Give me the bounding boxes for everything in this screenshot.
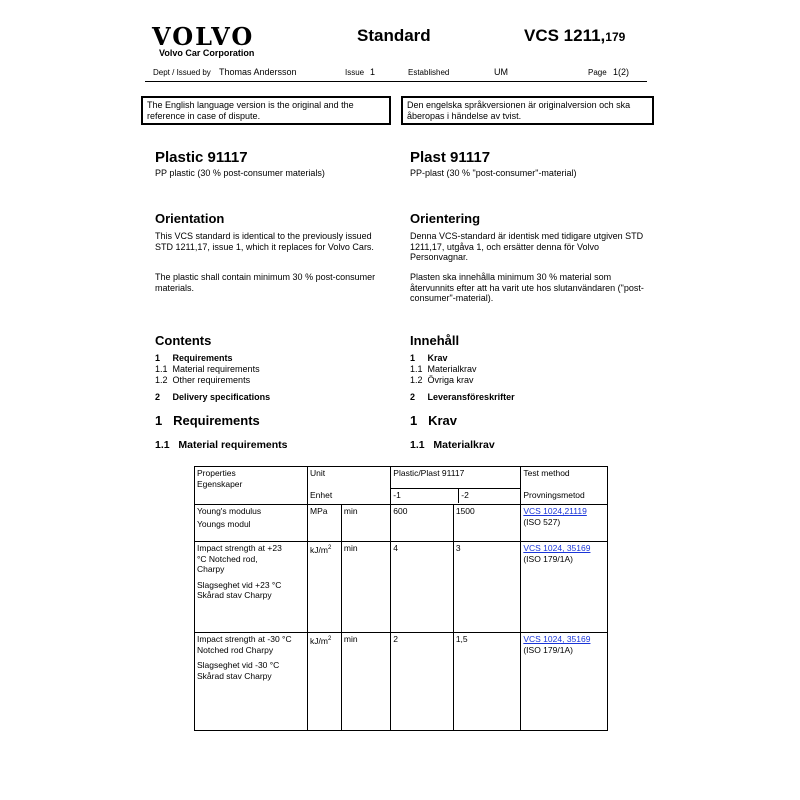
orientation-heading-sv: Orientering: [410, 211, 481, 226]
test-method-link[interactable]: VCS 1024, 35169: [523, 543, 591, 553]
title-en: Plastic 91117: [155, 149, 248, 166]
contents-heading-sv: Innehåll: [410, 333, 460, 348]
toc-num: 1.1: [410, 364, 423, 374]
cell-value-2: 1500: [453, 505, 521, 542]
cell-unit: [308, 542, 342, 633]
document-number-main: VCS 1211,: [524, 26, 606, 45]
table-row: [195, 542, 608, 633]
header-variant-1: -1: [391, 489, 459, 503]
header-properties-sv: Egenskaper: [197, 478, 243, 489]
cell-property: [195, 633, 308, 731]
page-label: Page: [588, 68, 607, 77]
test-method-link[interactable]: VCS 1024,21119: [523, 506, 587, 516]
cell-property: [195, 505, 308, 542]
toc-label: Material requirements: [172, 364, 260, 374]
test-method-ref: (ISO 179/1A): [523, 553, 573, 564]
table-header-row: [195, 467, 608, 505]
orientation-heading-en: Orientation: [155, 211, 225, 226]
toc-item-sv[interactable]: [410, 364, 477, 374]
section-num: 1: [155, 413, 163, 428]
material-properties-table: [194, 466, 608, 731]
toc-item-en[interactable]: [155, 364, 260, 374]
table-row: [195, 505, 608, 542]
corporation-name: Volvo Car Corporation: [159, 48, 255, 58]
subtitle-sv: PP-plast (30 % "post-consumer"-material): [410, 168, 577, 178]
property-en: Young's modulus: [197, 506, 262, 516]
volvo-logo: VOLVO: [152, 22, 255, 51]
property-en: Impact strength at -30 °C Notched rod Charpy: [197, 634, 292, 655]
subsection-num: 1.1: [155, 439, 170, 451]
issue-label: Issue: [345, 68, 365, 77]
toc-label: Delivery specifications: [172, 392, 271, 402]
cell-limit: min: [341, 633, 390, 731]
toc-num: 1.2: [410, 375, 423, 385]
header-unit-en: Unit: [310, 468, 326, 478]
cell-test-method: [521, 505, 608, 542]
toc-label: Requirements: [172, 353, 233, 363]
header-variant-2: -2: [461, 490, 469, 500]
page-value: 1(2): [613, 67, 630, 77]
unit-superscript: 2: [327, 636, 332, 642]
toc-num: 1.1: [155, 364, 168, 374]
orientation-p2-sv: Plasten ska innehålla minimum 30 % material som återvunnits efter att ha varit ute hos slutanvändaren ("post-consumer"-material).: [410, 272, 644, 303]
cell-limit: min: [341, 542, 390, 633]
section-title: Krav: [428, 413, 457, 428]
header-divider: [145, 81, 647, 82]
property-sv: Slagseghet vid +23 °C Skårad stav Charpy: [197, 579, 282, 600]
cell-value-1: 4: [391, 542, 454, 633]
subsection-num: 1.1: [410, 439, 425, 451]
contents-heading-en: Contents: [155, 333, 212, 348]
cell-unit: [308, 505, 342, 542]
cell-value-2: 3: [453, 542, 521, 633]
table-row: [195, 633, 608, 731]
header-plastic-label: Plastic/Plast 91117: [391, 467, 520, 489]
toc-num: 2: [410, 392, 416, 402]
toc-item-sv[interactable]: [410, 392, 515, 402]
test-method-link[interactable]: VCS 1024, 35169: [523, 634, 591, 644]
established-value: UM: [494, 67, 508, 77]
toc-item-en[interactable]: [155, 375, 250, 385]
orientation-p1-sv: Denna VCS-standard är identisk med tidigare utgiven STD 1211,17, utgåva 1, och ersätter denna för Volvo Personvagnar.: [410, 231, 644, 262]
toc-num: 1: [410, 353, 416, 363]
dept-value: Thomas Andersson: [219, 67, 297, 77]
unit-superscript: 2: [327, 545, 332, 551]
property-sv: Youngs modul: [197, 518, 251, 529]
toc-item-en[interactable]: [155, 353, 233, 363]
section-heading-sv: [410, 413, 457, 428]
orientation-p1-en: This VCS standard is identical to the previously issued STD 1211,17, issue 1, which it replaces for Volvo Cars.: [155, 231, 374, 252]
header-properties-en: Properties: [197, 468, 236, 478]
cell-value-1: 600: [391, 505, 454, 542]
notice-box-en: The English language version is the original and the reference in case of dispute.: [141, 96, 391, 125]
property-sv: Slagseghet vid -30 °C Skårad stav Charpy: [197, 660, 280, 681]
subsection-heading-en: [155, 439, 288, 451]
header-unit-sv: Enhet: [310, 489, 333, 500]
header-unit: [308, 467, 391, 505]
cell-test-method: [521, 542, 608, 633]
property-en: Impact strength at +23 °C Notched rod, Charpy: [197, 543, 282, 574]
toc-item-sv[interactable]: [410, 353, 448, 363]
toc-label: Leveransföreskrifter: [427, 392, 515, 402]
subsection-title: Materialkrav: [433, 439, 495, 451]
subtitle-en: PP plastic (30 % post-consumer materials): [155, 168, 325, 178]
header-properties: [195, 467, 308, 505]
document-number: [524, 26, 625, 46]
title-sv: Plast 91117: [410, 149, 491, 166]
toc-label: Other requirements: [172, 375, 251, 385]
document-number-sub: 179: [605, 30, 626, 44]
orientation-p2-en: The plastic shall contain minimum 30 % post-consumer materials.: [155, 272, 376, 293]
toc-label: Övriga krav: [427, 375, 474, 385]
cell-value-2: 1,5: [453, 633, 521, 731]
section-heading-en: [155, 413, 260, 428]
unit-value: kJ/m: [310, 635, 328, 646]
toc-item-en[interactable]: [155, 392, 270, 402]
test-method-ref: (ISO 179/1A): [523, 644, 573, 655]
unit-value: kJ/m: [310, 544, 328, 555]
header-test-method: [521, 467, 608, 505]
header-plastic: [391, 467, 521, 505]
established-label: Established: [408, 68, 450, 77]
cell-value-1: 2: [391, 633, 454, 731]
document-type: Standard: [357, 26, 431, 45]
toc-num: 1.2: [155, 375, 168, 385]
issue-value: 1: [370, 67, 376, 77]
toc-item-sv[interactable]: [410, 375, 474, 385]
toc-num: 1: [155, 353, 161, 363]
dept-label: Dept / Issued by: [153, 68, 211, 77]
section-title: Requirements: [173, 413, 260, 428]
header-test-en: Test method: [523, 468, 570, 478]
toc-label: Krav: [427, 353, 448, 363]
notice-box-sv: Den engelska språkversionen är originalversion och ska åberopas i händelse av tvist.: [401, 96, 654, 125]
test-method-ref: (ISO 527): [523, 516, 561, 527]
cell-unit: [308, 633, 342, 731]
header-test-sv: Provningsmetod: [523, 489, 585, 500]
section-num: 1: [410, 413, 418, 428]
subsection-heading-sv: [410, 439, 495, 451]
cell-test-method: [521, 633, 608, 731]
cell-property: [195, 542, 308, 633]
toc-label: Materialkrav: [427, 364, 477, 374]
subsection-title: Material requirements: [178, 439, 288, 451]
unit-value: MPa: [310, 506, 328, 516]
cell-limit: min: [341, 505, 390, 542]
toc-num: 2: [155, 392, 161, 402]
